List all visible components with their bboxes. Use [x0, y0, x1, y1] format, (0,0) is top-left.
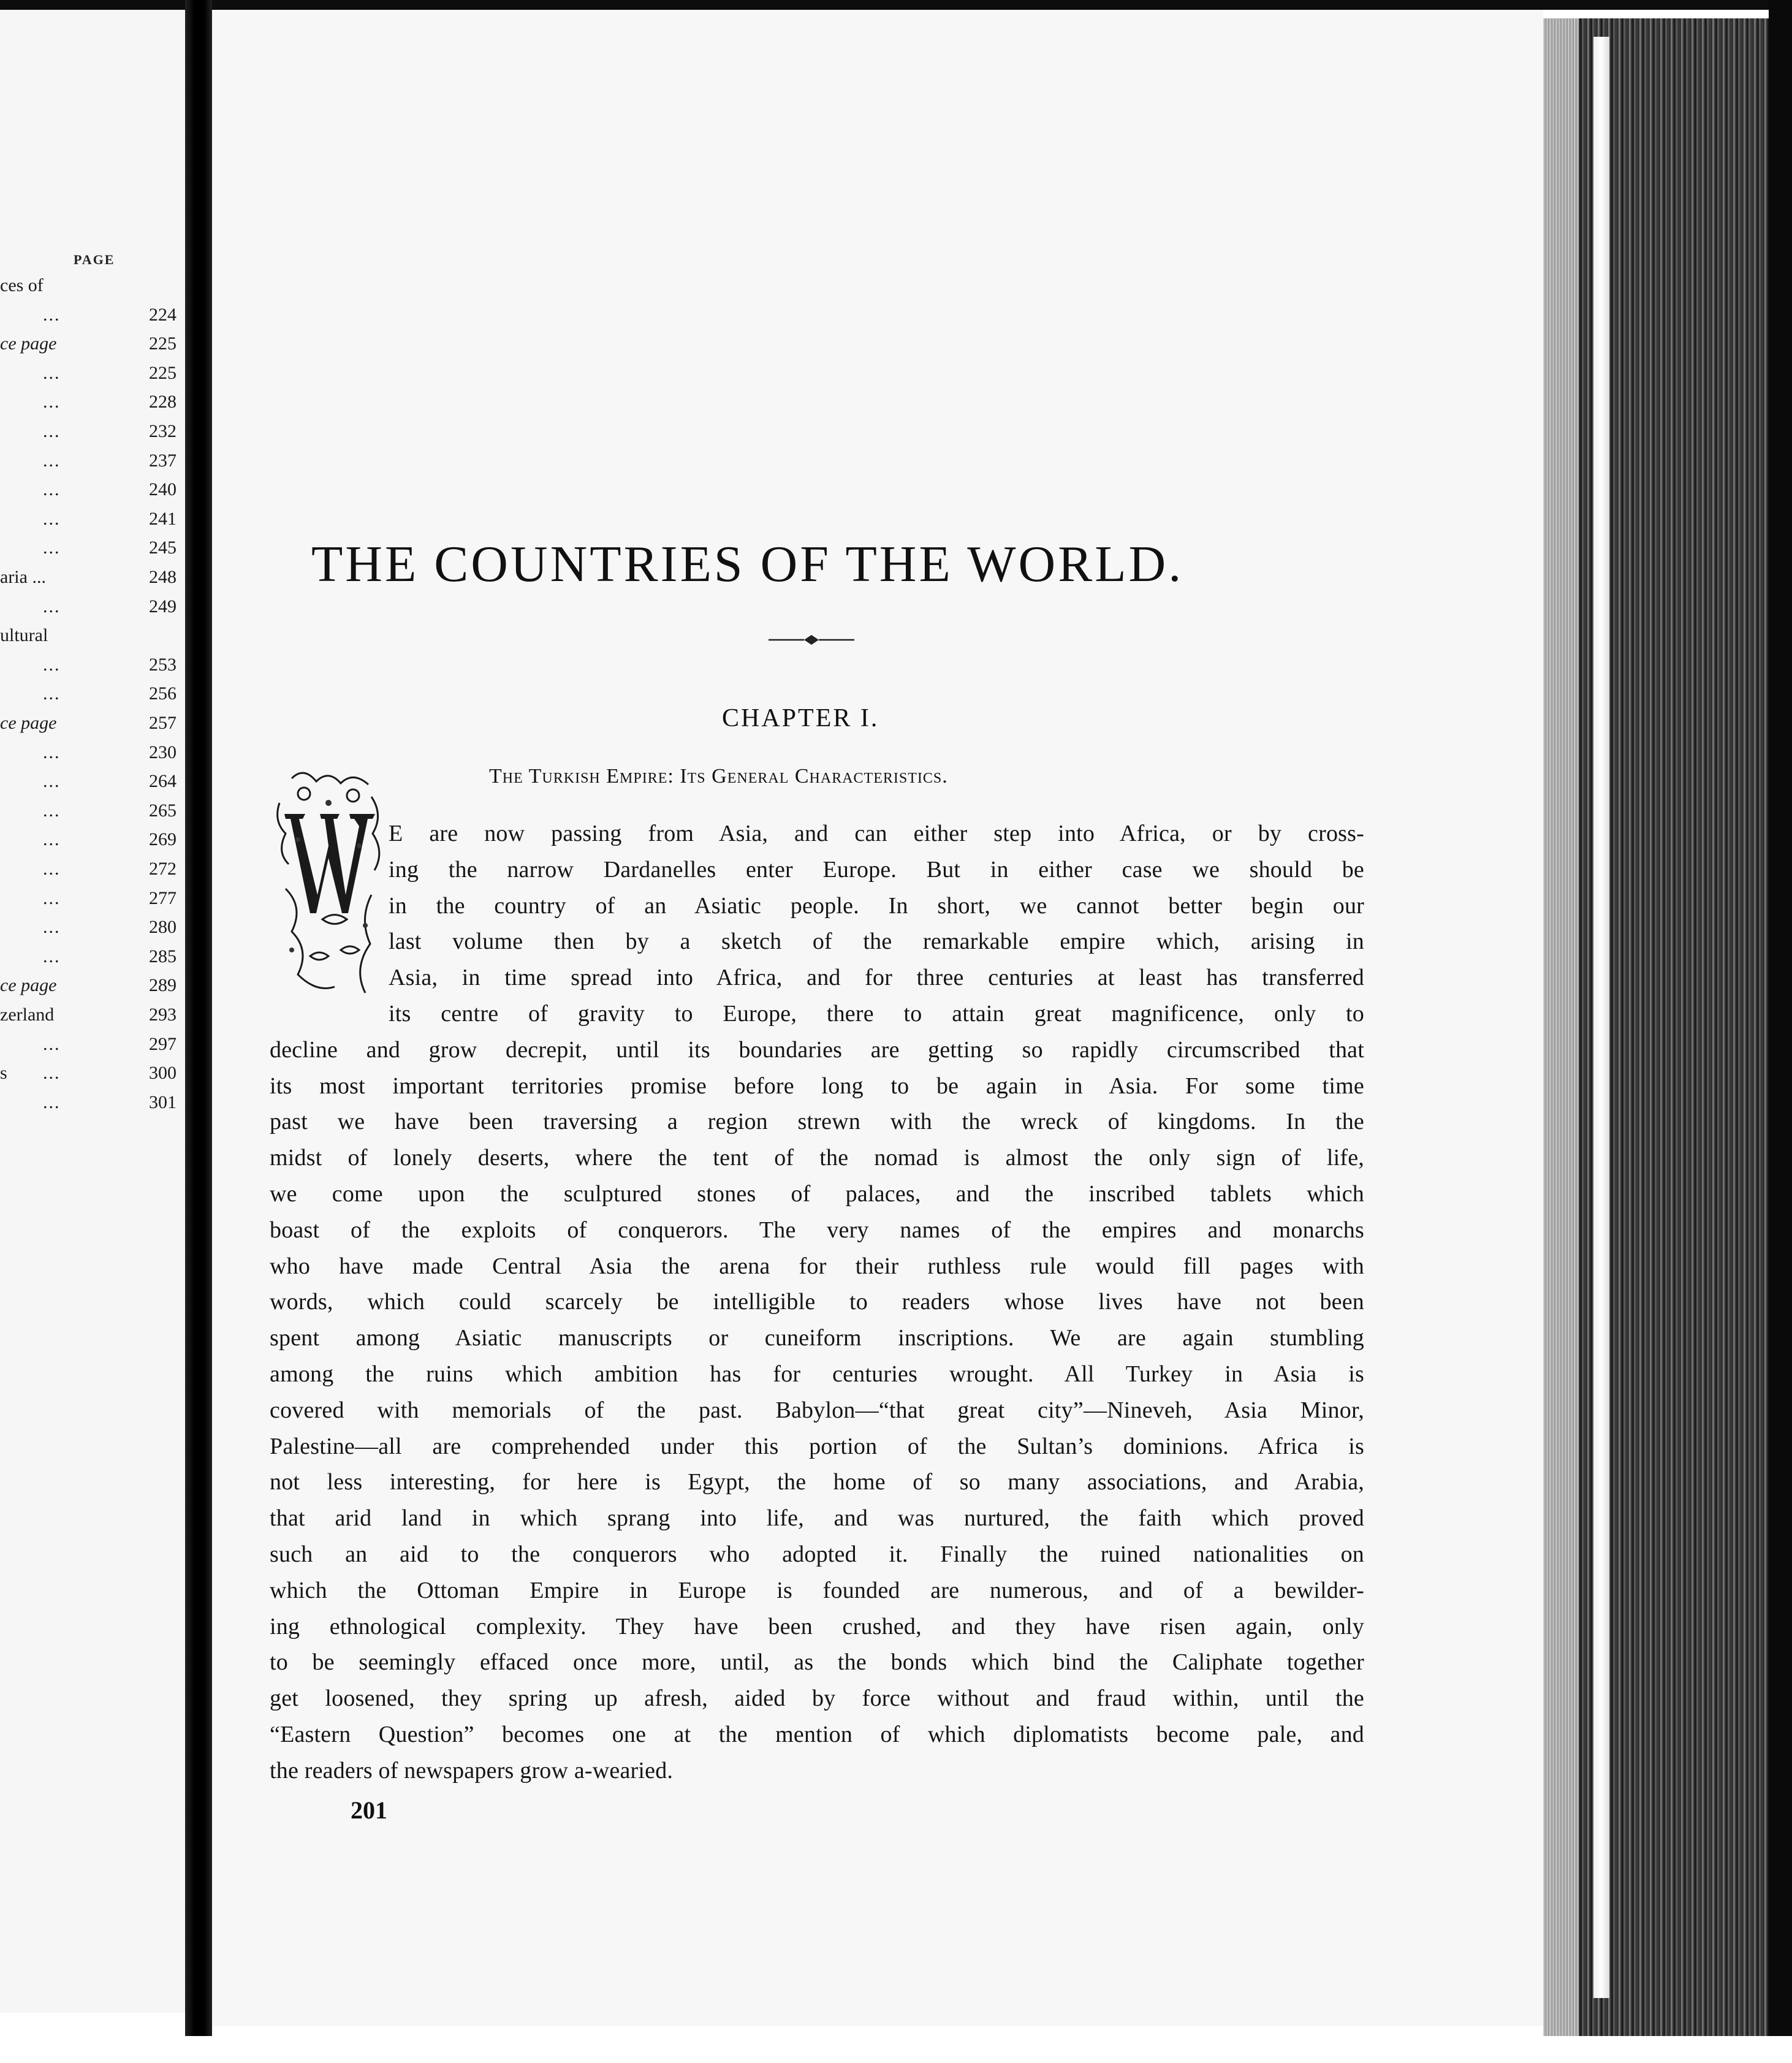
toc-entry-page: 249 [149, 596, 177, 617]
toc-entry-dots: ... [43, 508, 61, 529]
toc-entry [0, 742, 177, 770]
toc-entry-dots: ... [43, 859, 61, 879]
toc-entry [0, 946, 177, 975]
toc-entry-page: 300 [149, 1063, 177, 1084]
toc-entry [0, 829, 177, 857]
toc-entry-page: 293 [149, 1005, 177, 1025]
page-number: 201 [351, 1796, 387, 1824]
body-line: who have made Central Asia the arena for their ruthless rule would fill pages with [270, 1253, 1364, 1279]
toc-entry [0, 596, 177, 625]
toc-entry-dots: ... [43, 683, 61, 704]
left-page [0, 10, 186, 2013]
toc-entry-text: aria ... [0, 567, 46, 587]
toc-entry [0, 392, 177, 420]
body-line: its centre of gravity to Europe, there to attain great magnificence, only to [389, 1001, 1364, 1027]
ornament-divider-icon [769, 633, 854, 647]
toc-entry-page: 241 [149, 508, 177, 529]
toc-entry-page: 289 [149, 975, 177, 996]
toc-entry [0, 771, 177, 799]
toc-entry-page: 280 [149, 917, 177, 938]
body-line: Asia, in time spread into Africa, and for three centuries at least has transferred [389, 965, 1364, 991]
book-title: THE COUNTRIES OF THE WORLD. [311, 536, 1184, 593]
toc-entry-dots: ... [43, 421, 61, 441]
toc-entry-page: 228 [149, 392, 177, 412]
toc-entry-page: 272 [149, 859, 177, 879]
toc-entry-text: ces of [0, 275, 44, 295]
body-line: in the country of an Asiatic people. In short, we cannot better begin our [389, 892, 1364, 919]
toc-entry [0, 1092, 177, 1120]
toc-entry-dots: ... [43, 362, 61, 383]
chapter-subtitle: The Turkish Empire: Its General Characteristics. [489, 765, 948, 788]
chapter-heading: CHAPTER I. [722, 704, 879, 732]
body-line: which the Ottoman Empire in Europe is founded are numerous, and of a bewilder- [270, 1577, 1364, 1603]
toc-entry-page: 269 [149, 829, 177, 850]
toc-entry [0, 1034, 177, 1062]
body-line: among the ruins which ambition has for centuries wrought. All Turkey in Asia is [270, 1361, 1364, 1387]
toc-entry-dots: ... [43, 1092, 61, 1112]
toc-entry-text: ce page [0, 975, 57, 996]
body-line: ing the narrow Dardanelles enter Europe. But in either case we should be [389, 856, 1364, 883]
toc-entry [0, 975, 177, 1003]
toc-entry-dots: ... [43, 946, 61, 967]
toc-entry-dots: ... [43, 887, 61, 908]
toc-entry-page: 225 [149, 362, 177, 383]
toc-entry-page: 301 [149, 1092, 177, 1112]
body-line: decline and grow decrepit, until its boundaries are getting so rapidly circumscribed that [270, 1036, 1364, 1063]
toc-entry [0, 450, 177, 479]
scan-bottom-margin [0, 2036, 1792, 2063]
toc-entry [0, 275, 177, 303]
toc-entry-dots: ... [43, 479, 61, 500]
toc-entry [0, 917, 177, 945]
toc-entry-dots: ... [43, 917, 61, 938]
toc-entry-dots: ... [43, 829, 61, 850]
body-line: last volume then by a sketch of the remarkable empire which, arising in [389, 929, 1364, 955]
toc-entry-dots: ... [43, 1063, 61, 1084]
toc-entry-dots: ... [43, 654, 61, 675]
page-edges-light [1543, 18, 1579, 2036]
body-line: that arid land in which sprang into life, and was nurtured, the faith which proved [270, 1505, 1364, 1532]
toc-entry-page: 225 [149, 333, 177, 354]
toc-entry-page: 297 [149, 1033, 177, 1054]
page-edges-highlight [1593, 37, 1609, 1998]
toc-entry-page: 285 [149, 946, 177, 967]
toc-entry [0, 1063, 177, 1091]
toc-entry-page: 245 [149, 538, 177, 558]
body-line: “Eastern Question” becomes one at the mention of which diplomatists become pale, and [270, 1722, 1364, 1747]
toc-entry [0, 421, 177, 449]
toc-entry [0, 509, 177, 537]
toc-entry-page: 237 [149, 450, 177, 471]
toc-entry [0, 800, 177, 829]
toc-entry-dots: ... [43, 596, 61, 617]
toc-entry-dots: ... [43, 538, 61, 558]
toc-entry-text: zerland [0, 1005, 55, 1025]
toc-entry-text: ce page [0, 333, 57, 354]
toc-entry [0, 305, 177, 333]
toc-entry-page: 253 [149, 654, 177, 675]
scan-right-border [1769, 0, 1792, 2063]
toc-entry-page: 232 [149, 421, 177, 441]
body-line: the readers of newspapers grow a-wearied. [270, 1757, 674, 1784]
toc-entry-dots: ... [43, 450, 61, 471]
toc-entry-page: 277 [149, 887, 177, 908]
body-line: ing ethnological complexity. They have been crushed, and they have risen again, only [270, 1613, 1364, 1639]
toc-entry-page: 265 [149, 800, 177, 821]
toc-entry-page: 230 [149, 742, 177, 762]
toc-entry-dots: ... [43, 304, 61, 325]
toc-entry-dots: ... [43, 1033, 61, 1054]
body-line: spent among Asiatic manuscripts or cuneiform inscriptions. We are again stumbling [270, 1325, 1364, 1351]
toc-entry-page: 240 [149, 479, 177, 500]
body-line: words, which could scarcely be intelligible to readers whose lives have not been [270, 1289, 1364, 1315]
toc-entry-dots: ... [43, 392, 61, 412]
book-gutter [185, 0, 212, 2036]
body-line: Palestine—all are comprehended under this portion of the Sultan’s dominions. Africa is [270, 1433, 1364, 1459]
body-line: such an aid to the conquerors who adopted it. Finally the ruined nationalities on [270, 1541, 1364, 1567]
toc-entry [0, 888, 177, 916]
toc-entry [0, 333, 177, 362]
toc-entry [0, 1005, 177, 1033]
body-line: midst of lonely deserts, where the tent of the nomad is almost the only sign of life, [270, 1145, 1364, 1171]
toc-entry-page: 256 [149, 683, 177, 704]
toc-entry-text: ultural [0, 625, 48, 646]
toc-entry-page: 257 [149, 713, 177, 733]
toc-entry-page: 248 [149, 567, 177, 587]
body-line: its most important territories promise before long to be again in Asia. For some time [270, 1073, 1364, 1099]
toc-entry [0, 655, 177, 683]
body-line: past we have been traversing a region strewn with the wreck of kingdoms. In the [270, 1109, 1364, 1135]
toc-entry [0, 713, 177, 741]
toc-entry [0, 363, 177, 391]
body-line: not less interesting, for here is Egypt, the home of so many associations, and Arabia, [270, 1469, 1364, 1495]
toc-entry [0, 479, 177, 507]
toc-entry-dots: ... [43, 742, 61, 762]
body-line: boast of the exploits of conquerors. The very names of the empires and monarchs [270, 1217, 1364, 1243]
toc-entry [0, 683, 177, 712]
body-line: to be seemingly effaced once more, until, as the bonds which bind the Caliphate together [270, 1649, 1364, 1676]
toc-entry-text: ce page [0, 713, 57, 733]
toc-page-header: PAGE [74, 252, 115, 267]
toc-entry-page: 224 [149, 304, 177, 325]
toc-entry [0, 859, 177, 887]
toc-entry-dots: ... [43, 771, 61, 792]
scan-top-border [0, 0, 1792, 10]
toc-entry-dots: ... [43, 800, 61, 821]
toc-entry [0, 538, 177, 566]
toc-entry-page: 264 [149, 771, 177, 792]
body-line: get loosened, they spring up afresh, aided by force without and fraud within, until the [270, 1685, 1364, 1712]
ornamental-dropcap-icon [267, 766, 390, 1004]
body-line: we come upon the sculptured stones of palaces, and the inscribed tablets which [270, 1181, 1364, 1207]
body-line: E are now passing from Asia, and can either step into Africa, or by cross- [389, 821, 1364, 846]
toc-entry-text: s [0, 1063, 7, 1084]
body-line: covered with memorials of the past. Babylon—“that great city”—Nineveh, Asia Minor, [270, 1397, 1364, 1423]
toc-entry [0, 567, 177, 595]
toc-entry [0, 625, 177, 653]
